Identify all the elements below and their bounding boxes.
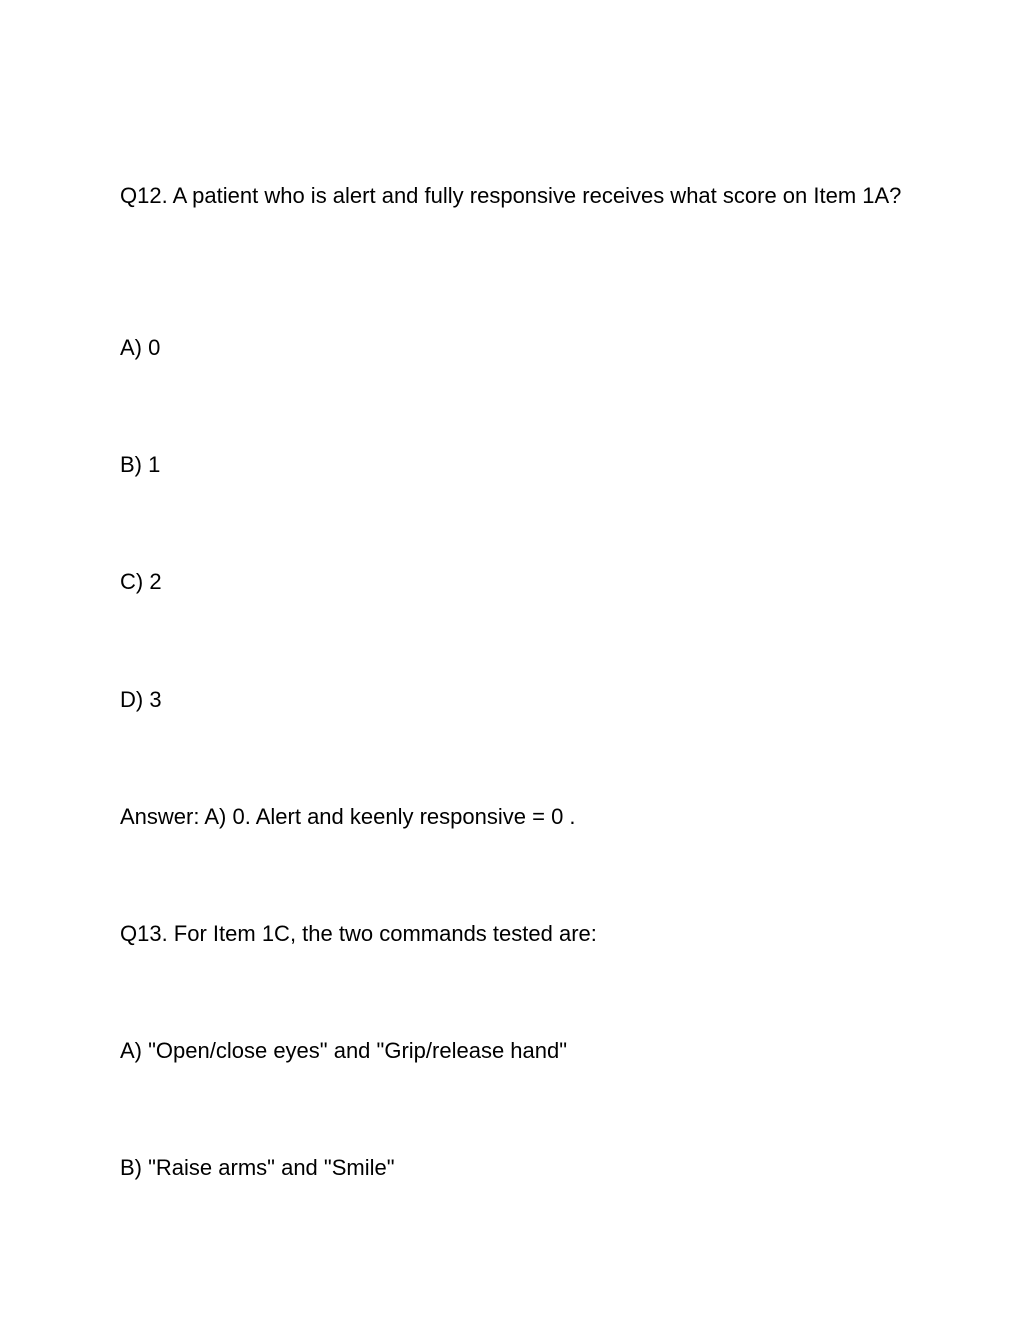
question-12-option-b: B) 1 [120,452,161,477]
question-12-answer: Answer: A) 0. Alert and keenly responsive = 0 . [120,804,576,829]
question-12-option-d: D) 3 [120,687,162,712]
question-13-option-a: A) "Open/close eyes" and "Grip/release hand" [120,1038,568,1063]
question-13-option-b: B) "Raise arms" and "Smile" [120,1155,395,1180]
question-12-option-c: C) 2 [120,569,162,594]
question-12-option-a: A) 0 [120,335,161,360]
question-12-text: Q12. A patient who is alert and fully responsive receives what score on Item 1A? [120,183,902,208]
question-13-text: Q13. For Item 1C, the two commands tested are: [120,921,597,946]
